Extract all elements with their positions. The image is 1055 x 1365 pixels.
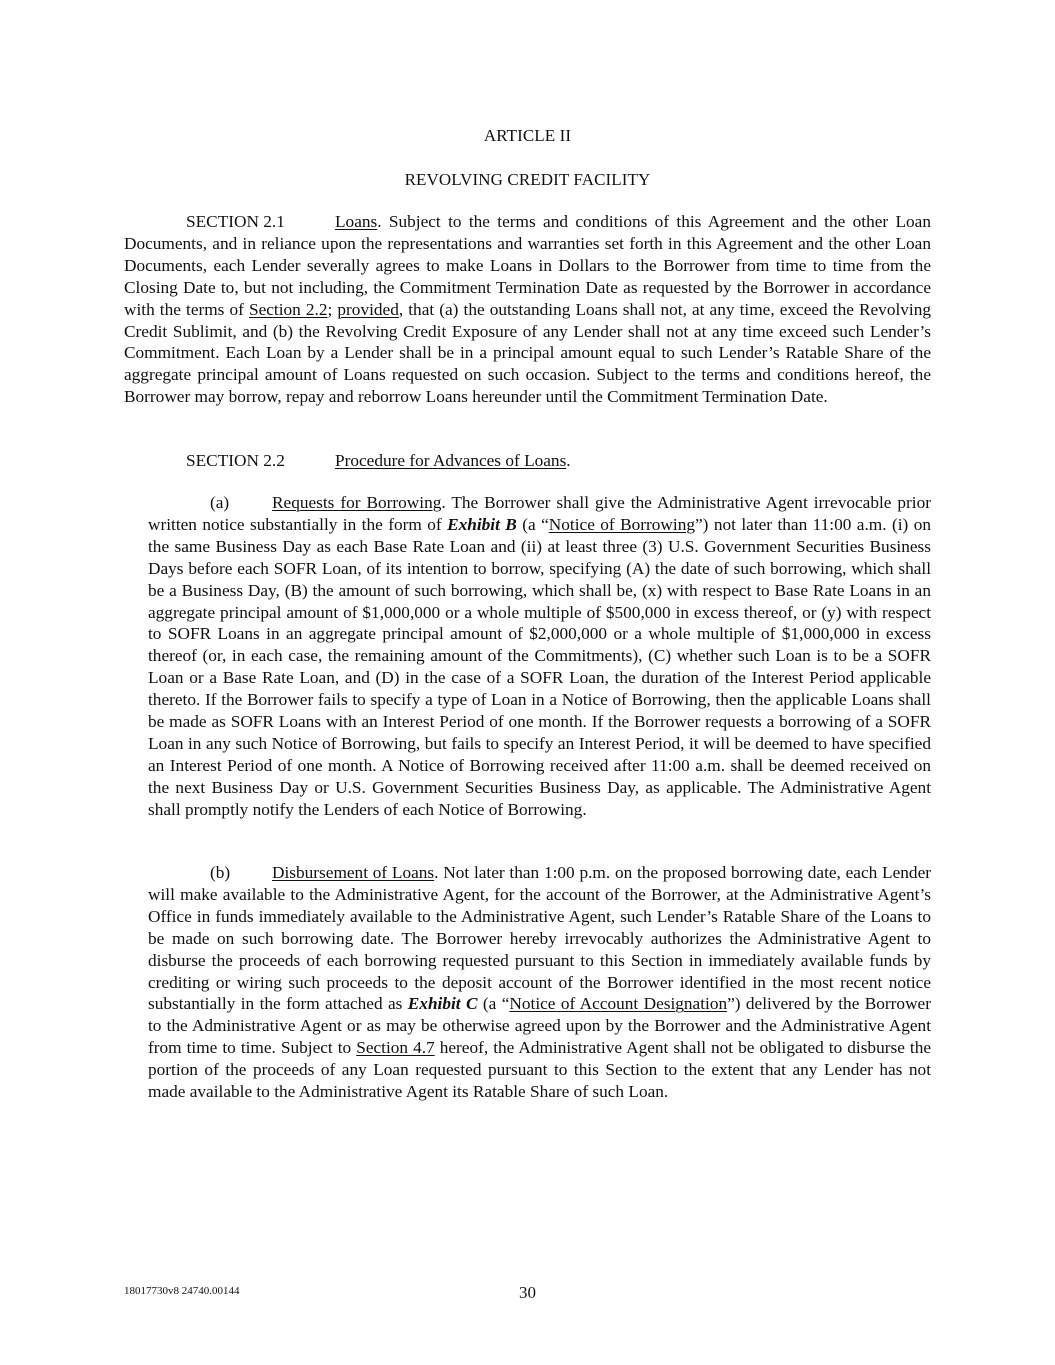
clause-b-label: (b) bbox=[210, 863, 231, 882]
page-number: 30 bbox=[519, 1283, 536, 1302]
section-2-1-paragraph bbox=[124, 211, 931, 408]
section-2-1-text-3: , that (a) the outstanding Loans shall not, at any time, exceed the Revolving Credit Sublimit, and (b) the Revolving Credit Exposure of any Lender shall not at any time exceed such Lender’s Commitment. Each Loan by a Lender shall be in a principal amount equal to such Lender’s Ratable Share of the aggregate principal amount of Loans requested on such occasion. Subject to the terms and conditions hereof, the Borrower may borrow, repay and reborrow Loans hereunder until the Commitment Termination Date. bbox=[124, 299, 931, 407]
clause-a-text-2: (a “ bbox=[516, 514, 549, 534]
clause-a-text-3: ”) not later than 11:00 a.m. (i) on the same Business Day as each Base Rate Loan and (ii) at least three (3) U.S. Government Securities Business Days before each SOFR Loan, of its intention to borrow, specifying (A) the date of such borrowing, which shall be a Business Day, (B) the amount of such borrowing, which shall be, (x) with respect to Base Rate Loans in an aggregate principal amount of $1,000,000 or a whole multiple of $500,000 in excess thereof, or (y) with respect to SOFR Loans in an aggregate principal amount of $2,000,000 or a whole multiple of $1,000,000 in excess thereof (or, in each case, the remaining amount of the Commitments), (C) whether such Loan is to be a SOFR Loan or a Base Rate Loan, and (D) in the case of a SOFR Loan, the duration of the Interest Period applicable thereto. If the Borrower fails to specify a type of Loan in a Notice of Borrowing, then the applicable Loans shall be made as SOFR Loans with an Interest Period of one month. If the Borrower requests a borrowing of a SOFR Loan in any such Notice of Borrowing, but fails to specify an Interest Period, it will be deemed to have specified an Interest Period of one month. A Notice of Borrowing received after 11:00 a.m. shall be deemed received on the next Business Day or U.S. Government Securities Business Day, as applicable. The Administrative Agent shall promptly notify the Lenders of each Notice of Borrowing. bbox=[148, 514, 931, 819]
footer-document-id: 18017730v8 24740.00144 bbox=[124, 1285, 240, 1297]
section-2-2-reference: Section 2.2 bbox=[248, 299, 328, 319]
provided-term: provided bbox=[337, 299, 399, 319]
article-subtitle: REVOLVING CREDIT FACILITY bbox=[404, 170, 651, 189]
section-2-1-text-2: ; bbox=[327, 299, 338, 319]
section-2-2-heading: Procedure for Advances of Loans bbox=[335, 451, 567, 470]
article-title: ARTICLE II bbox=[483, 126, 572, 145]
section-4-7-reference: Section 4.7 bbox=[356, 1038, 435, 1058]
clause-b-text-3: ”) delivered by the Borrower to the Administrative Agent or as may be otherwise agreed upon by the Borrower and the Administrative Agent from time to time. Subject to bbox=[148, 994, 931, 1058]
section-2-1-number: SECTION 2.1 bbox=[186, 212, 285, 231]
clause-a-heading: Requests for Borrowing bbox=[272, 493, 442, 512]
clause-a-text-1: . The Borrower shall give the Administrative Agent irrevocable prior written notice substantially in the form of bbox=[148, 493, 931, 534]
clause-a-paragraph bbox=[148, 492, 931, 821]
clause-a-label: (a) bbox=[210, 493, 230, 512]
exhibit-b-reference: Exhibit B bbox=[447, 514, 517, 534]
clause-b-text-2: (a “ bbox=[477, 994, 510, 1014]
clause-b-text-4: hereof, the Administrative Agent shall not be obligated to disburse the portion of the proceeds of any Loan requested pursuant to this Section to the extent that any Lender has not made available to the Administrative Agent its Ratable Share of such Loan. bbox=[148, 1038, 932, 1102]
section-2-1-text-1: . Subject to the terms and conditions of this Agreement and the other Loan Documents, and in reliance upon the representations and warranties set forth in this Agreement and the other Loan Documents, each Lender severally agrees to make Loans in Dollars to the Borrower from time to time from the Closing Date to, but not including, the Commitment Termination Date as requested by the Borrower in accordance with the terms of bbox=[124, 212, 931, 319]
clause-b-heading: Disbursement of Loans bbox=[272, 863, 435, 882]
section-2-2-heading-line bbox=[124, 450, 931, 472]
exhibit-c-reference: Exhibit C bbox=[407, 994, 478, 1014]
notice-of-account-designation-term: Notice of Account Designation bbox=[509, 994, 728, 1014]
clause-b-paragraph bbox=[148, 862, 931, 1103]
notice-of-borrowing-term: Notice of Borrowing bbox=[548, 514, 695, 534]
clause-b-text-1: . Not later than 1:00 p.m. on the proposed borrowing date, each Lender will make available to the Administrative Agent, for the account of the Borrower, at the Administrative Agent’s Office in funds immediately available to the Administrative Agent, such Lender’s Ratable Share of the Loans to be made on such borrowing date. The Borrower hereby irrevocably authorizes the Administrative Agent to disburse the proceeds of each borrowing requested pursuant to this Section in immediately available funds by crediting or wiring such proceeds to the deposit account of the Borrower identified in the most recent notice substantially in the form attached as bbox=[148, 863, 931, 1014]
section-2-2-number: SECTION 2.2 bbox=[186, 451, 285, 470]
section-2-1-heading: Loans bbox=[335, 212, 378, 231]
section-2-2-period: . bbox=[566, 451, 571, 470]
